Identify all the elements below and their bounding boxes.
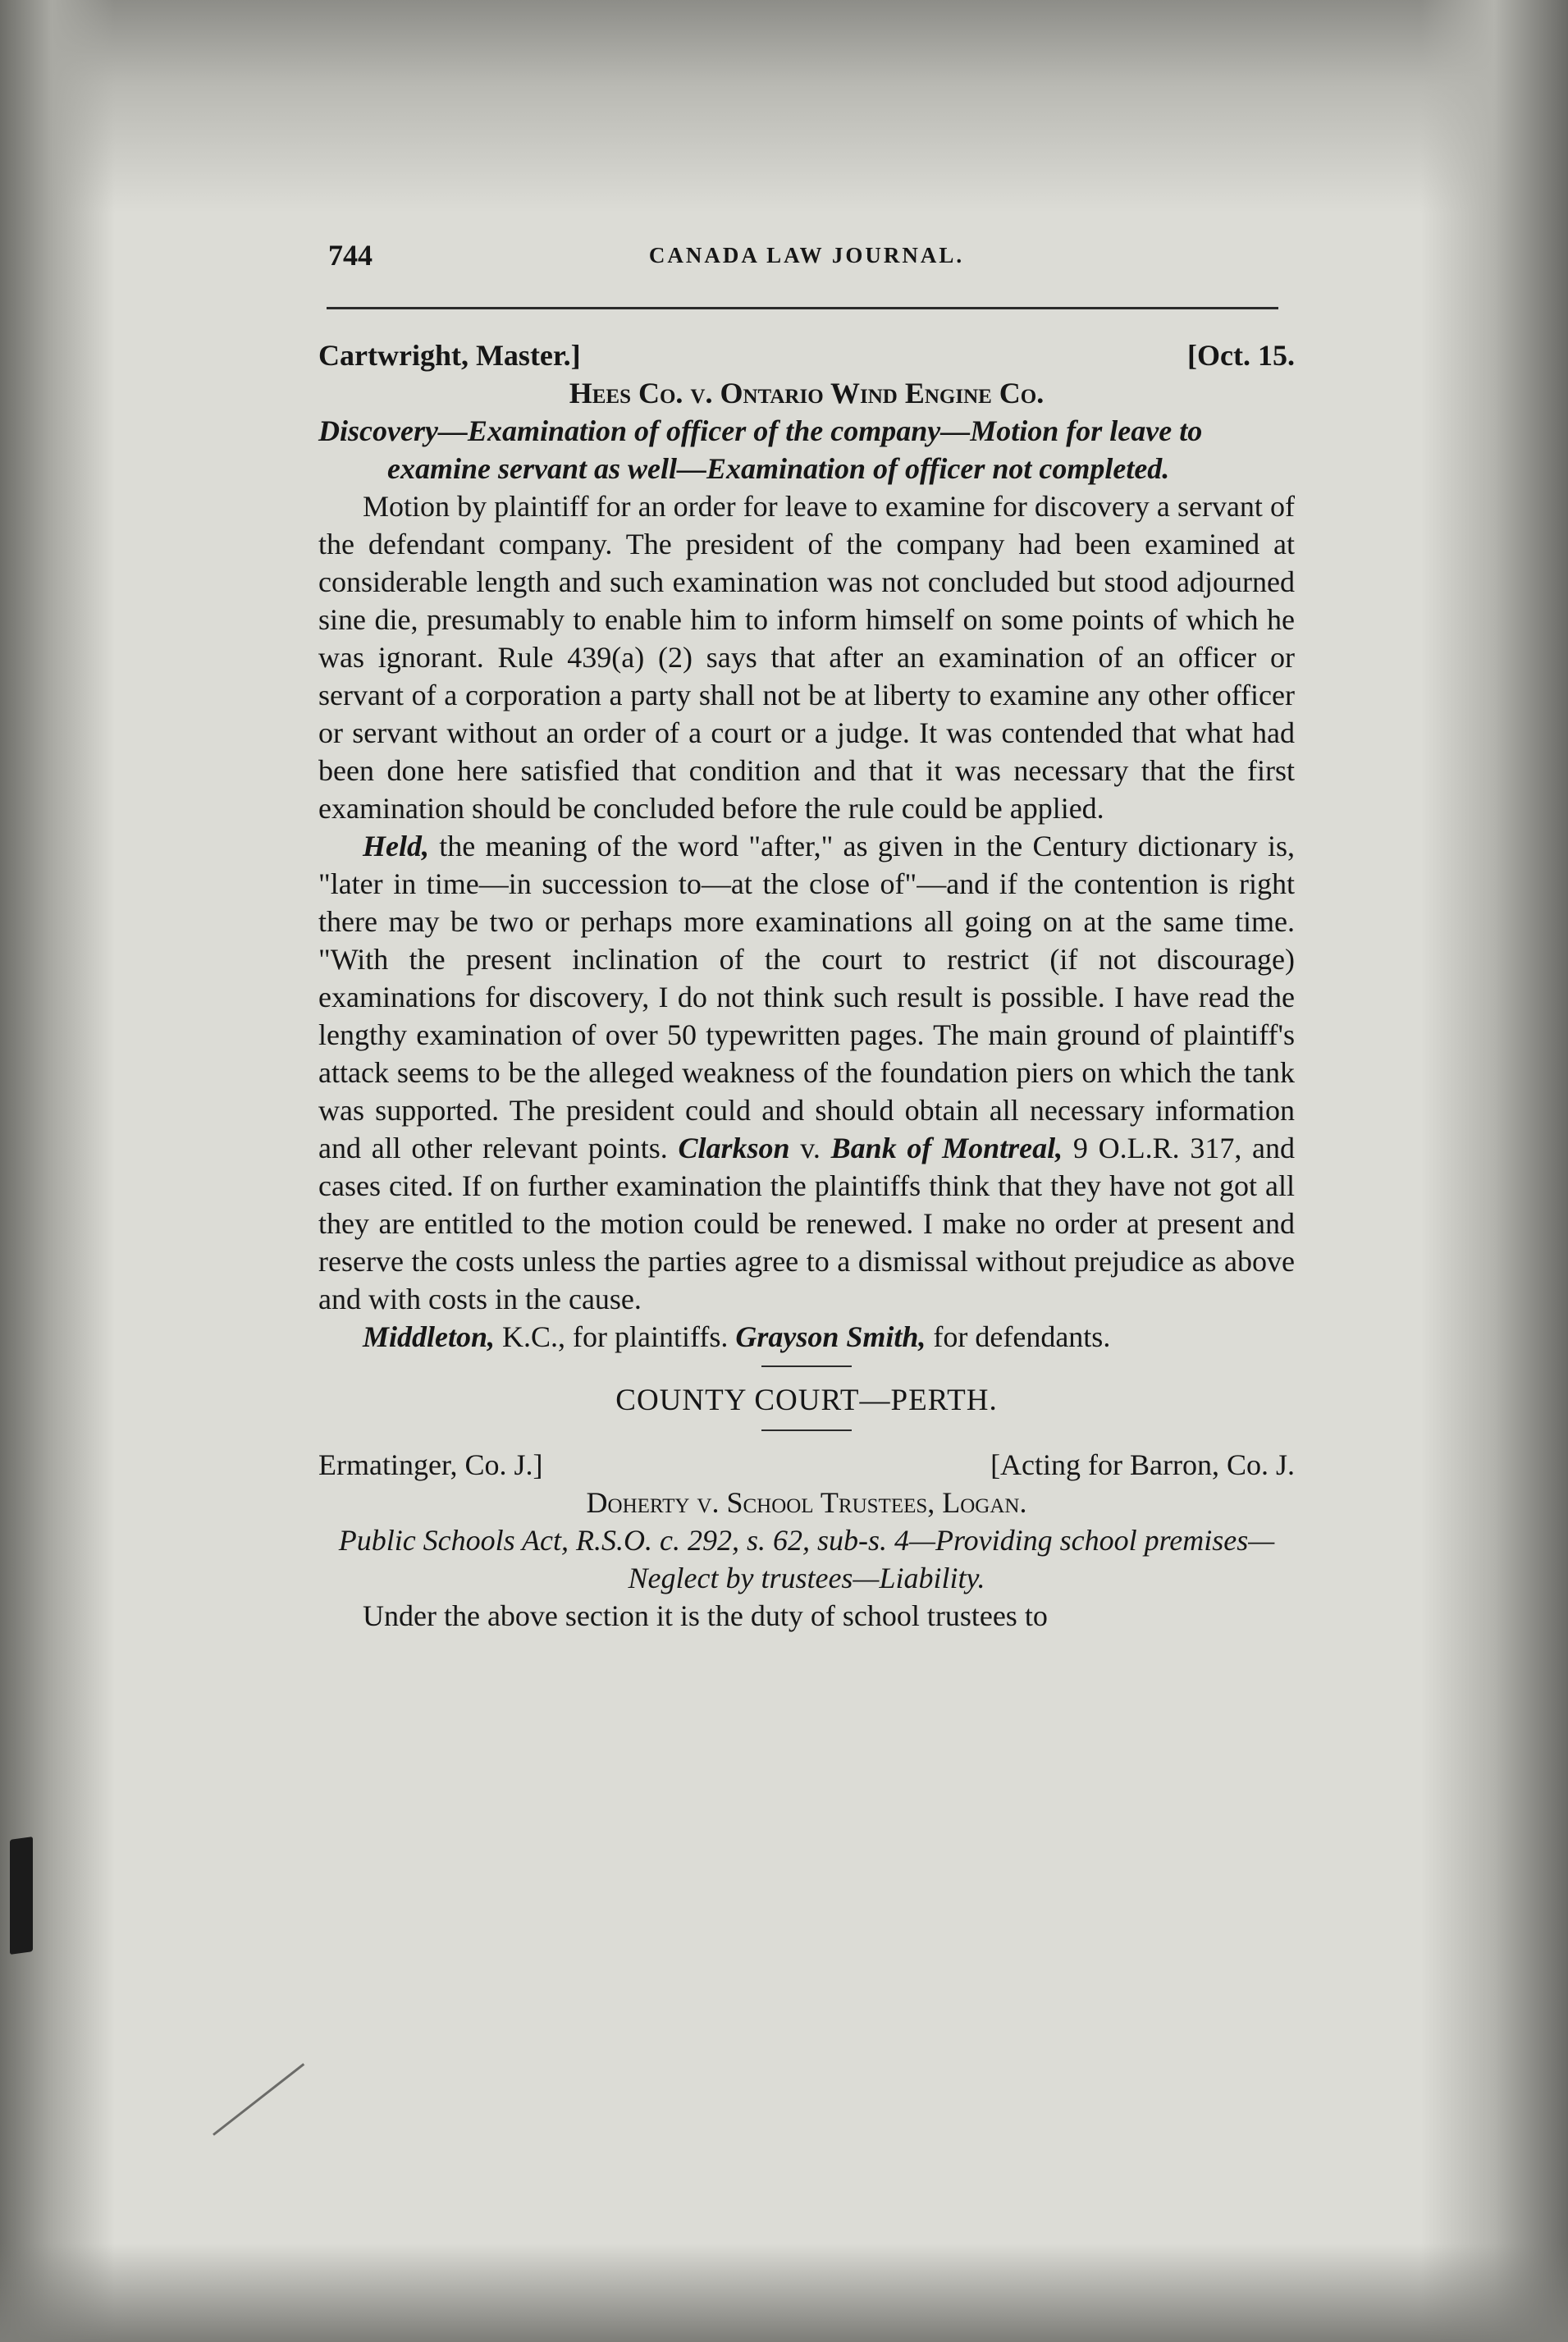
binding-mark <box>10 1837 33 1955</box>
case2-acting: [Acting for Barron, Co. J. <box>990 1448 1295 1481</box>
journal-title: CANADA LAW JOURNAL. <box>648 243 965 268</box>
scan-shadow-top <box>0 0 1568 213</box>
heading-divider <box>761 1429 852 1431</box>
case2-style-of-cause: Doherty v. School Trustees, Logan. <box>586 1486 1027 1519</box>
journal-page <box>310 230 1303 2150</box>
case-cite-2: Bank of Montreal, <box>830 1132 1063 1164</box>
court-heading: COUNTY COURT—PERTH. <box>615 1384 998 1417</box>
page-number: 744 <box>328 239 373 272</box>
header-rule <box>327 307 1278 309</box>
held-text-1: the meaning of the word "after," as given in the Century dictionary is, "later in time—in succession to—at the close of"—and if the contention is right there may be two or perhaps more examinations all going on at the same time. "With the present inclination of the court to restrict (if not discourage) examinations for discovery, I do not think such result is possible. I have read the lengthy examination of over 50 typewritten pages. The main ground of plaintiff's attack seems to be the alleged weakness of the foundation piers on which the tank was supported. The president could and should obtain all necessary information and all other relevant points. <box>318 830 1295 1164</box>
scan-shadow-right <box>1420 0 1568 2342</box>
scan-shadow-left <box>0 0 115 2342</box>
pen-stroke <box>213 2063 304 2136</box>
case-cite-v: v. <box>789 1132 831 1164</box>
counsel-2-name: Grayson Smith, <box>735 1320 926 1353</box>
case2-judge: Ermatinger, Co. J.] <box>318 1448 543 1481</box>
page-body <box>318 336 1295 1635</box>
case1-counsel <box>318 1318 1295 1356</box>
case1-judge-line <box>318 336 1295 374</box>
running-head <box>310 230 1303 279</box>
held-text-2: 9 O.L.R. 317, and cases cited. If on further examination the plaintiffs think that they have not got all they are entitled to the motion could be renewed. I make no order at present and reserve the costs unless the parties agree to a dismissal without prejudice as above and with costs in the cause. <box>318 1132 1296 1315</box>
case2-paragraph: Under the above section it is the duty of school trustees to <box>363 1599 1048 1632</box>
case2-judge-line <box>318 1446 1295 1484</box>
case1-headnote: Discovery—Examination of officer of the company—Motion for leave to examine servant as well—Examination of officer not completed. <box>318 414 1203 485</box>
case1-date: [Oct. 15. <box>1187 339 1295 372</box>
case2-headnote: Public Schools Act, R.S.O. c. 292, s. 62, sub-s. 4—Providing school premises—Neglect by trustees—Liability. <box>338 1524 1275 1594</box>
section-divider <box>761 1365 852 1367</box>
scan-shadow-bottom <box>0 2244 1568 2342</box>
case1-style-of-cause: Hees Co. v. Ontario Wind Engine Co. <box>569 377 1045 409</box>
case1-judge: Cartwright, Master.] <box>318 339 581 372</box>
counsel-1-text: K.C., for plaintiffs. <box>495 1320 736 1353</box>
case1-paragraph-motion: Motion by plaintiff for an order for leave to examine for discovery a servant of the defendant company. The president of the company had been examined at considerable length and such examination was not concluded but stood adjourned sine die, presumably to enable him to inform himself on some points of which he was ignorant. Rule 439(a) (2) says that after an examination of an officer or servant of a corporation a party shall not be at liberty to examine any other officer or servant without an order of a court or a judge. It was contended that what had been done here satisfied that condition and that it was necessary that the first examination should be concluded before the rule could be applied. <box>318 490 1295 825</box>
case-cite-1: Clarkson <box>678 1132 790 1164</box>
counsel-2-text: for defendants. <box>926 1320 1111 1353</box>
case1-paragraph-held <box>318 827 1295 1318</box>
held-word: Held, <box>363 830 429 862</box>
counsel-1-name: Middleton, <box>363 1320 496 1353</box>
